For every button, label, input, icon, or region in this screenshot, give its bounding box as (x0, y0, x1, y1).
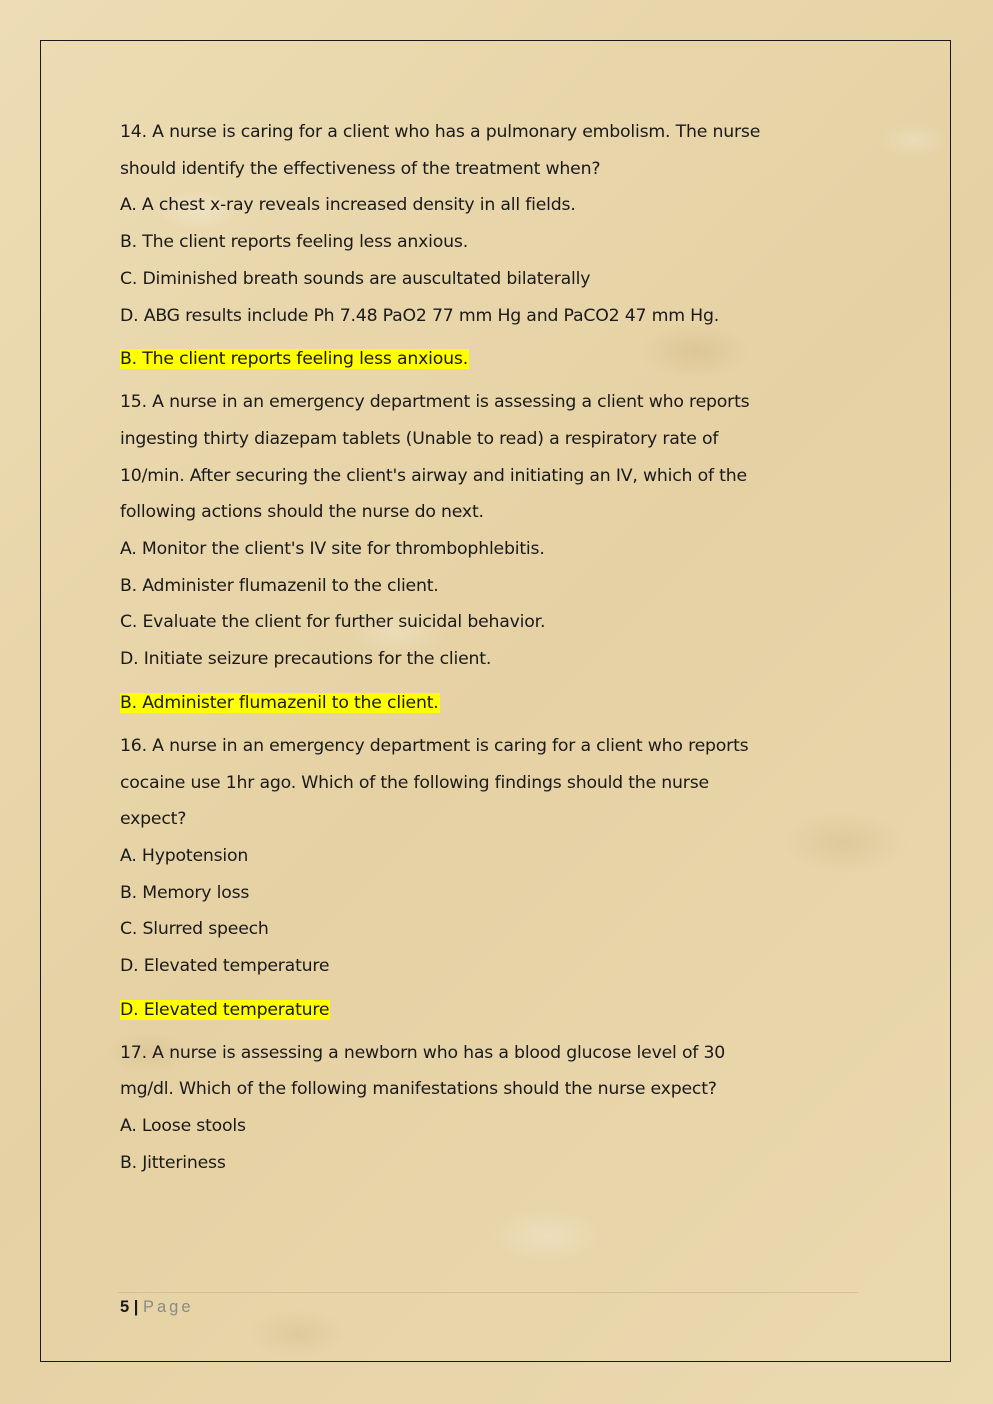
correct-answer (120, 691, 780, 715)
answer-option: A. Hypotension (120, 845, 249, 866)
highlighted-answer-text: D. Elevated temperature (120, 999, 330, 1020)
page-footer (120, 1296, 194, 1318)
answer-option: C. Diminished breath sounds are auscultated bilaterally (120, 268, 591, 289)
answer-option: D. Elevated temperature (120, 956, 330, 977)
correct-answer (120, 998, 780, 1022)
answer-option: B. The client reports feeling less anxious. (120, 232, 469, 253)
answer-option: D. ABG results include Ph 7.48 PaO2 77 mm Hg and PaCO2 47 mm Hg. (120, 305, 720, 326)
answer-option: B. Jitteriness (120, 1152, 226, 1173)
question-stem-line: ingesting thirty diazepam tablets (Unable to read) a respiratory rate of (120, 428, 719, 449)
question-stem-line: 15. A nurse in an emergency department is assessing a client who reports (120, 392, 750, 413)
question-block (120, 1035, 780, 1182)
document-body (120, 114, 780, 1182)
question-block (120, 728, 780, 1022)
answer-option: B. Administer flumazenil to the client. (120, 575, 439, 596)
footer-divider (118, 1292, 858, 1293)
question-stem-line: expect? (120, 809, 187, 830)
highlighted-answer-text: B. Administer flumazenil to the client. (120, 692, 439, 713)
question-stem-line: 17. A nurse is assessing a newborn who has a blood glucose level of 30 (120, 1042, 726, 1063)
page-number: 5 (120, 1298, 130, 1316)
answer-option: A. Loose stools (120, 1116, 246, 1137)
correct-answer (120, 347, 780, 371)
page-label: Page (143, 1298, 194, 1316)
answer-option: D. Initiate seizure precautions for the client. (120, 649, 492, 670)
question-block (120, 114, 780, 371)
question-block (120, 384, 780, 715)
question-stem-line: 10/min. After securing the client's airway and initiating an IV, which of the (120, 465, 747, 486)
question-stem-line: following actions should the nurse do next. (120, 502, 484, 523)
answer-option: C. Slurred speech (120, 919, 269, 940)
question-stem-line: cocaine use 1hr ago. Which of the following findings should the nurse (120, 772, 709, 793)
answer-option: C. Evaluate the client for further suicidal behavior. (120, 612, 546, 633)
answer-option: A. Monitor the client's IV site for thrombophlebitis. (120, 539, 545, 560)
question-stem-line: 16. A nurse in an emergency department is caring for a client who reports (120, 735, 749, 756)
answer-option: A. A chest x-ray reveals increased density in all fields. (120, 195, 576, 216)
highlighted-answer-text: B. The client reports feeling less anxious. (120, 349, 469, 370)
question-stem-line: mg/dl. Which of the following manifestations should the nurse expect? (120, 1079, 717, 1100)
question-stem-line: 14. A nurse is caring for a client who has a pulmonary embolism. The nurse (120, 122, 761, 142)
question-stem-line: should identify the effectiveness of the treatment when? (120, 158, 601, 179)
footer-separator: | (133, 1298, 139, 1316)
answer-option: B. Memory loss (120, 882, 250, 903)
